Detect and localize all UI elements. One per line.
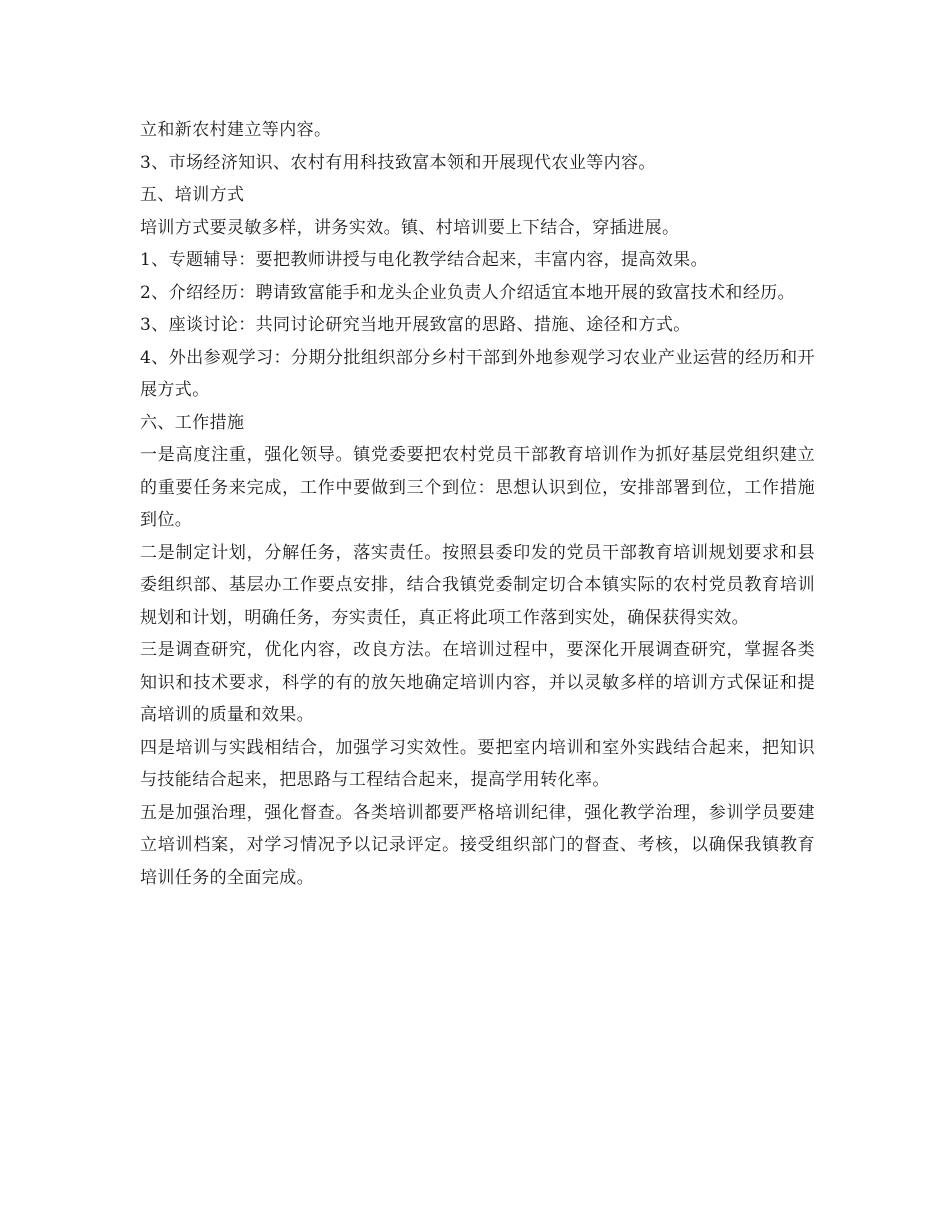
paragraph-measure-3: 三是调查研究，优化内容，改良方法。在培训过程中，要深化开展调查研究，掌握各类知识和技术要求，科学的有的放矢地确定培训内容，并以灵敏多样的培训方式保证和提高培训的质量和效果。 — [140, 640, 815, 725]
paragraph-training-method-intro: 培训方式要灵敏多样，讲务实效。镇、村培训要上下结合，穿插进展。 — [140, 217, 680, 238]
paragraph-item-3-discussion: 3、座谈讨论：共同讨论研究当地开展致富的思路、措施、途径和方式。 — [140, 315, 691, 335]
document-body — [140, 114, 815, 894]
paragraph-item-4-field-visit: 4、外出参观学习：分期分批组织部分乡村干部到外地参观学习农业产业运营的经历和开展方式。 — [140, 347, 815, 400]
paragraph-measure-5: 五是加强治理，强化督查。各类培训都要严格培训纪律，强化教学治理，参训学员要建立培训档案，对学习情况予以记录评定。接受组织部门的督查、考核，以确保我镇教育培训任务的全面完成。 — [140, 802, 815, 888]
paragraph-item-1-tutoring: 1、专题辅导：要把教师讲授与电化教学结合起来，丰富内容，提高效果。 — [140, 250, 709, 270]
paragraph-measure-4: 四是培训与实践相结合，加强学习实效性。要把室内培训和室外实践结合起来，把知识与技能结合起来，把思路与工程结合起来，提高学用转化率。 — [140, 737, 815, 790]
section-heading-training-method: 五、培训方式 — [140, 185, 245, 205]
paragraph-item-3-content: 3、市场经济知识、农村有用科技致富本领和开展现代农业等内容。 — [140, 152, 656, 173]
paragraph-item-2-experience: 2、介绍经历：聘请致富能手和龙头企业负责人介绍适宜本地开展的致富技术和经历。 — [140, 282, 796, 303]
paragraph-continuation: 立和新农村建立等内容。 — [140, 120, 332, 140]
section-heading-work-measures: 六、工作措施 — [140, 412, 245, 433]
paragraph-measure-2: 二是制定计划，分解任务，落实责任。按照县委印发的党员干部教育培训规划要求和县委组织部、基层办工作要点安排，结合我镇党委制定切合本镇实际的农村党员教育培训规划和计划，明确任务，夯实责任，真正将此项工作落到实处，确保获得实效。 — [140, 542, 815, 628]
paragraph-measure-1: 一是高度注重，强化领导。镇党委要把农村党员干部教育培训作为抓好基层党组织建立的重要任务来完成，工作中要做到三个到位：思想认识到位，安排部署到位，工作措施到位。 — [140, 445, 815, 530]
